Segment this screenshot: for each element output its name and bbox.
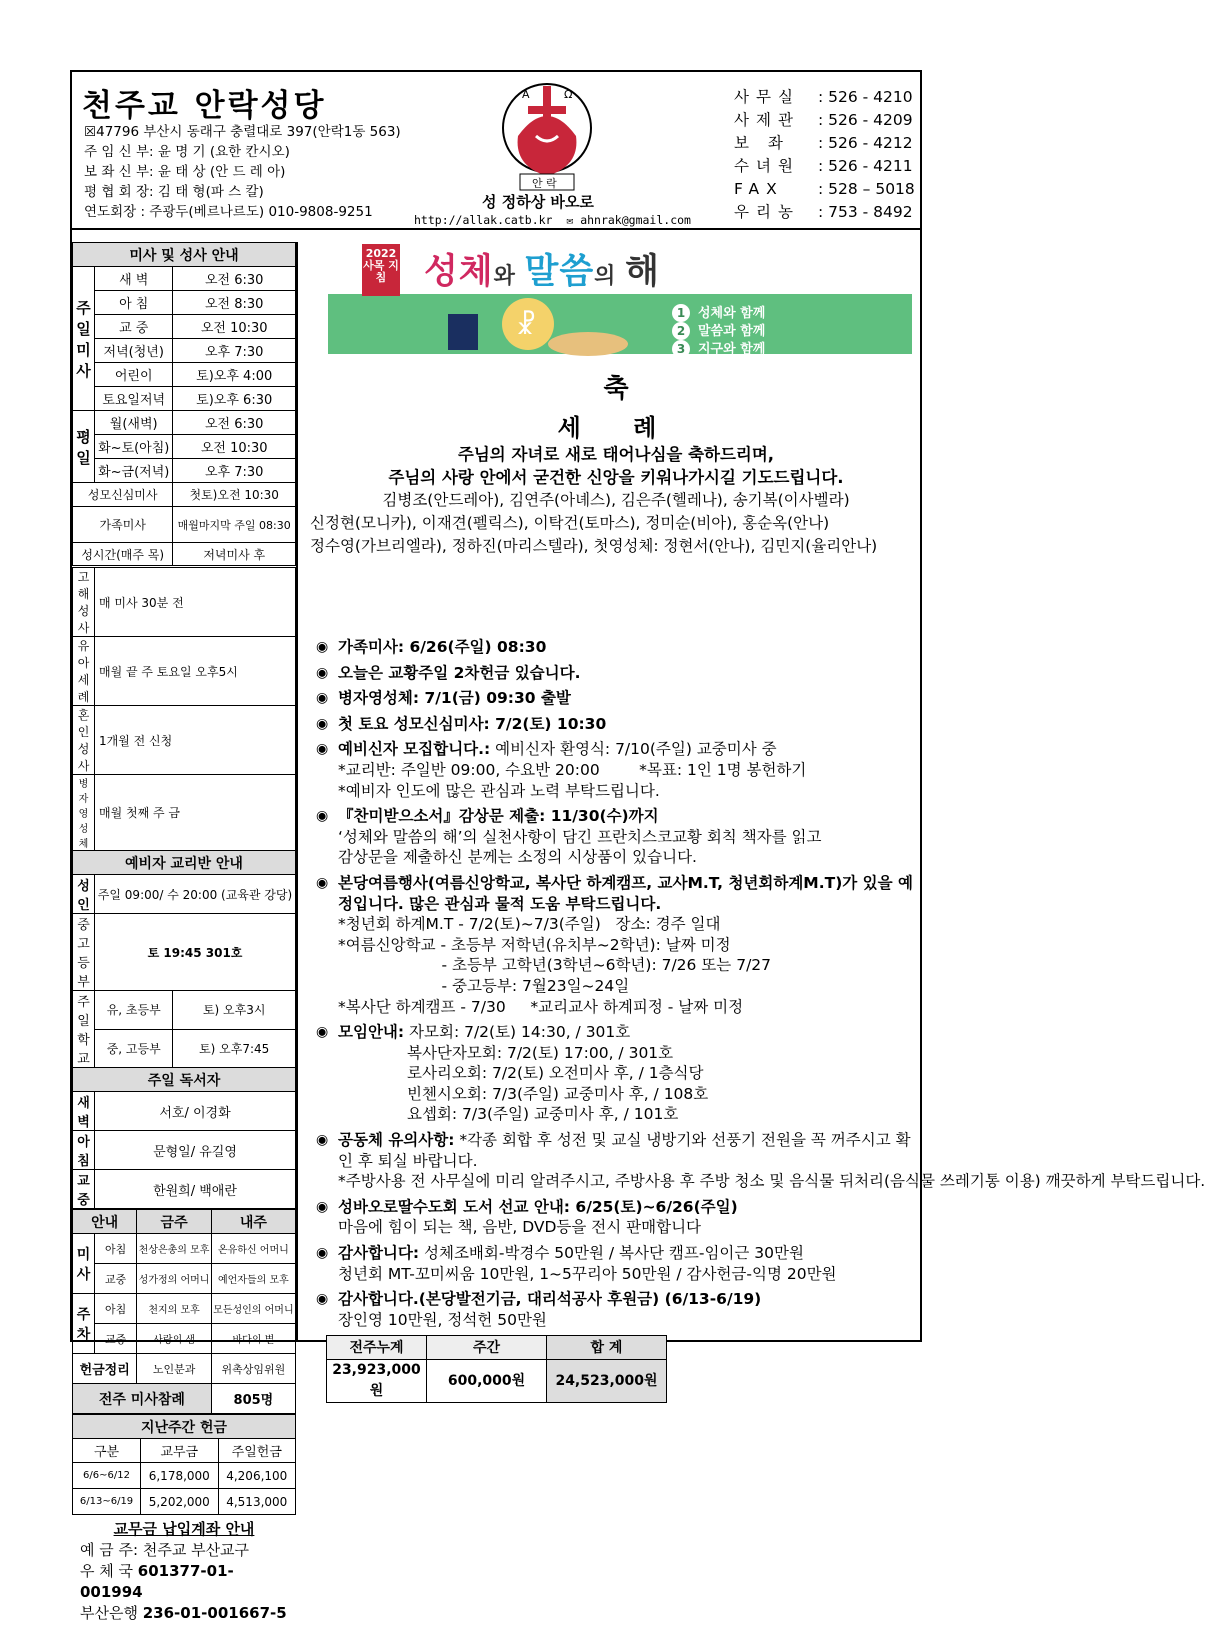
phone-value: : 526 - 4211 bbox=[818, 157, 913, 175]
notice-line: *예비자 인도에 많은 관심과 노력 부탁드립니다. bbox=[338, 781, 660, 800]
notice-line: ‘성체와 말씀의 해’의 실천사항이 담긴 프란치스코교황 회칙 책자를 읽고 bbox=[338, 827, 822, 846]
sacrament-info: 1개월 전 신청 bbox=[95, 706, 296, 775]
bullet-icon: ◉ bbox=[316, 664, 329, 681]
notice-item: ◉ 성바오로딸수도회 도서 선교 안내: 6/25(토)~6/26(주일) 마음에 힘이 되는 책, 음반, DVD등을 전시 판매합니다 bbox=[316, 1197, 922, 1238]
notice-item: ◉ 감사합니다: 성체조배회-박경수 50만원 / 복사단 캠프-임이근 30만원 청년회 MT-꼬미씨움 10만원, 1~5꾸리아 50만원 / 감사헌금-익명 20만원 bbox=[316, 1243, 922, 1284]
mass-name: 월(새벽) bbox=[95, 411, 173, 435]
guide-head: 금주 bbox=[137, 1210, 211, 1234]
phone-value: : 753 - 8492 bbox=[818, 203, 913, 221]
parish-title: 천주교 안락성당 bbox=[82, 88, 327, 124]
address-line: 평 협 회 장: 김 태 형(파 스 칼) bbox=[84, 184, 264, 200]
mass-name: 교 중 bbox=[95, 315, 173, 339]
catechism-title: 예비자 교리반 안내 bbox=[73, 851, 296, 875]
weekly-head: 교무금 bbox=[141, 1439, 218, 1463]
phone-label: 사제관 bbox=[734, 111, 800, 129]
guide-head: 안내 bbox=[73, 1210, 137, 1234]
weekly-head: 주일헌금 bbox=[218, 1439, 295, 1463]
mass-time: 토)오후 6:30 bbox=[173, 387, 296, 411]
phone-list bbox=[734, 86, 915, 224]
mass-time: 토)오후 4:00 bbox=[173, 363, 296, 387]
notice-item: ◉ 감사합니다.(본당발전기금, 대리석공사 후원금) (6/13-6/19) 장인영 10만원, 정석헌 50만원 bbox=[316, 1289, 922, 1330]
notice-item: ◉ 예비신자 모집합니다.: 예비신자 환영식: 7/10(주일) 교중미사 중 *교리반: 주일반 09:00, 수요반 20:00 *목표: 1인 1명 봉헌하기 *예비자 인도에 많은 관심과 노력 부탁드립니다. bbox=[316, 739, 922, 801]
notice-line: *청년회 하계M.T - 7/2(토)~7/3(주일) 장소: 경주 일대 bbox=[338, 915, 721, 934]
account-block bbox=[72, 1515, 296, 1628]
guide-slot: 교중 bbox=[95, 1264, 137, 1294]
banner-badge: 2022 사목 지침 bbox=[362, 244, 400, 296]
contact-links bbox=[414, 213, 691, 227]
phone-label: 사무실 bbox=[734, 88, 800, 106]
address-line: 연도회장 : 주광두(베르나르도) 010-9808-9251 bbox=[84, 204, 373, 220]
mass-time: 오전 10:30 bbox=[173, 315, 296, 339]
sacrament-info: 매월 첫째 주 금 bbox=[95, 775, 296, 851]
bullet-icon: ◉ bbox=[316, 874, 329, 891]
email-link[interactable]: ✉ ahnrak@gmail.com bbox=[566, 213, 691, 227]
attendance-label: 전주 미사참례 bbox=[73, 1384, 212, 1414]
offering-clean-next: 위촉상임위원 bbox=[211, 1354, 295, 1384]
notice-item: ◉ 가족미사: 6/26(주일) 08:30 bbox=[316, 638, 547, 656]
mass-name: 어린이 bbox=[95, 363, 173, 387]
mass-time: 오후 7:30 bbox=[173, 459, 296, 483]
notice-line: 마음에 힘이 되는 책, 음반, DVD등을 전시 판매합니다 bbox=[338, 1218, 702, 1237]
reader-mass: 새벽 bbox=[73, 1092, 95, 1131]
mass-name: 저녁(청년) bbox=[95, 339, 173, 363]
phone-value: : 526 - 4210 bbox=[818, 88, 913, 106]
guide-table bbox=[72, 1209, 296, 1414]
offering-clean-label: 헌금정리 bbox=[73, 1354, 137, 1384]
phone-label: 우리농 bbox=[734, 203, 800, 221]
notice-item: ◉ 오늘은 교황주일 2차헌금 있습니다. bbox=[316, 663, 581, 682]
notice-item: ◉ 본당여름행사(여름신앙학교, 복사단 하계캠프, 교사M.T, 청년회하계M.T)가 있을 예정입니다. 많은 관심과 물적 도움 부탁드립니다. *청년회 하계M.T - 7/2(토)~7/3(주일) 장소: 경주 일대 *여름신앙학교 - 초등부 저학년(유치부~2학년): 날짜 미정 - 초등부 고학년(3학년~6학년): 7/26 또는 7/27 - 중고등부: 7월23일~24일 *복사단 하계캠프 - 7/30 *교리교사 하계피정 - 날짜 미정 bbox=[316, 873, 922, 1017]
sacrament-name: 유아세례 bbox=[73, 637, 95, 706]
misc-time: 저녁미사 후 bbox=[173, 543, 296, 567]
totals-value: 24,523,000원 bbox=[547, 1360, 667, 1402]
banner-item: 1 성체와 함께 bbox=[672, 302, 765, 322]
catechism-mid: 중고등부 bbox=[73, 914, 95, 991]
notice-line: 감상문을 제출하신 분께는 소정의 시상품이 있습니다. bbox=[338, 848, 697, 867]
mass-name: 화~금(저녁) bbox=[95, 459, 173, 483]
mass-time: 오후 7:30 bbox=[173, 339, 296, 363]
mass-time: 오전 6:30 bbox=[173, 267, 296, 291]
weekly-title: 지난주간 헌금 bbox=[73, 1415, 296, 1439]
guide-head: 내주 bbox=[211, 1210, 295, 1234]
account-title: 교무금 납입계좌 안내 bbox=[113, 1520, 255, 1538]
svg-text:☧: ☧ bbox=[516, 311, 537, 341]
offering-clean-this: 노인분과 bbox=[137, 1354, 211, 1384]
logo-alpha: A bbox=[522, 88, 530, 101]
baptism-congrats bbox=[310, 370, 922, 558]
guide-this: 사랑의 샘 bbox=[137, 1324, 211, 1354]
school-time: 토) 오후7:45 bbox=[173, 1029, 296, 1068]
sunday-school: 주일학교 bbox=[73, 991, 95, 1068]
guide-this: 천지의 모후 bbox=[137, 1294, 211, 1324]
reader-mass: 아침 bbox=[73, 1131, 95, 1170]
guide-slot: 교중 bbox=[95, 1324, 137, 1354]
phone-label: FAX bbox=[734, 180, 784, 198]
school-group: 유, 초등부 bbox=[95, 991, 173, 1030]
notice-line: *복사단 하계캠프 - 7/30 *교리교사 하계피정 - 날짜 미정 bbox=[338, 997, 744, 1016]
logo-text: 안 락 bbox=[532, 177, 557, 190]
weekly-period: 6/6~6/12 bbox=[73, 1463, 141, 1489]
totals-table bbox=[326, 1335, 667, 1402]
schedule-table bbox=[72, 242, 296, 1209]
bullet-icon: ◉ bbox=[316, 808, 329, 825]
misc-name: 성모신심미사 bbox=[73, 483, 173, 507]
notice-line: *교리반: 주일반 09:00, 수요반 20:00 *목표: 1인 1명 봉헌하기 bbox=[338, 760, 807, 779]
congrats-line: 주님의 자녀로 새로 태어나심을 축하드리며, bbox=[457, 445, 775, 464]
phone-value: : 526 - 4209 bbox=[818, 111, 913, 129]
bullet-icon: ◉ bbox=[316, 1291, 329, 1308]
banner-item: 3 지구와 함께 bbox=[672, 338, 765, 358]
bulletin-frame bbox=[70, 70, 1205, 1622]
totals-value: 23,923,000원 bbox=[327, 1360, 427, 1402]
address-line: 보 좌 신 부: 윤 태 상 (안 드 레 아) bbox=[84, 164, 286, 180]
guide-this: 천상은총의 모후 bbox=[137, 1234, 211, 1264]
banner-item: 2 말씀과 함께 bbox=[672, 320, 765, 340]
guide-next: 바다의 별 bbox=[211, 1324, 295, 1354]
baptism-title: 세 례 bbox=[557, 414, 679, 442]
reader-names: 문형일/ 유길영 bbox=[95, 1131, 296, 1170]
weekly-head: 구분 bbox=[73, 1439, 141, 1463]
parish-logo-icon bbox=[500, 76, 594, 194]
patron-saint: 성 정하상 바오로 bbox=[482, 193, 594, 211]
account-row: 부산은행 236-01-001667-5 bbox=[80, 1604, 287, 1622]
bullet-icon: ◉ bbox=[316, 715, 329, 732]
guide-next: 예언자들의 모후 bbox=[211, 1264, 295, 1294]
phone-value: : 526 - 4212 bbox=[818, 134, 913, 152]
readers-title: 주일 독서자 bbox=[73, 1068, 296, 1092]
guide-cha: 주차 bbox=[73, 1294, 95, 1354]
totals-head: 주간 bbox=[427, 1336, 547, 1360]
school-group: 중, 고등부 bbox=[95, 1029, 173, 1068]
weekly-period: 6/13~6/19 bbox=[73, 1489, 141, 1515]
notice-line: 빈첸시오회: 7/3(주일) 교중미사 후, / 108호 bbox=[338, 1084, 709, 1103]
notice-line: *여름신앙학교 - 초등부 저학년(유치부~2학년): 날짜 미정 bbox=[338, 935, 731, 954]
notice-line: 복사단자모회: 7/2(토) 17:00, / 301호 bbox=[338, 1043, 674, 1062]
mass-name: 아 침 bbox=[95, 291, 173, 315]
weekly-sunday: 4,513,000 bbox=[218, 1489, 295, 1515]
reader-names: 한원희/ 백애란 bbox=[95, 1170, 296, 1209]
phone-label: 수녀원 bbox=[734, 157, 800, 175]
weekly-dues: 5,202,000 bbox=[141, 1489, 218, 1515]
guide-this: 성가정의 어머니 bbox=[137, 1264, 211, 1294]
misc-name: 성시간(매주 목) bbox=[73, 543, 173, 567]
notice-item: ◉ 병자영성체: 7/1(금) 09:30 출발 bbox=[316, 689, 571, 708]
notice-line: - 초등부 고학년(3학년~6학년): 7/26 또는 7/27 bbox=[338, 956, 772, 975]
notice-list bbox=[316, 637, 1205, 1403]
address-line: ☒47796 부산시 동래구 충렬대로 397(안락1동 563) bbox=[84, 124, 401, 140]
sacrament-name: 혼인성사 bbox=[73, 706, 95, 775]
bullet-icon: ◉ bbox=[316, 1198, 329, 1215]
banner-eucharist-icon bbox=[438, 294, 638, 354]
school-time: 토) 오후3시 bbox=[173, 991, 296, 1030]
notice-line: *주방사용 전 사무실에 미리 알려주시고, 주방사용 후 주방 청소 및 음식물 뒤처리(음식물 쓰레기통 이용) 깨끗하게 부탁드립니다. bbox=[338, 1172, 1205, 1191]
guide-next: 모든성인의 어머니 bbox=[211, 1294, 295, 1324]
bullet-icon: ◉ bbox=[316, 690, 329, 707]
sacrament-name: 고해성사 bbox=[73, 567, 95, 637]
notice-line: 요셉회: 7/3(주일) 교중미사 후, / 101호 bbox=[338, 1105, 679, 1124]
mass-time: 오전 6:30 bbox=[173, 411, 296, 435]
catechism-adult: 성 인 bbox=[73, 875, 95, 914]
guide-mass: 미사 bbox=[73, 1234, 95, 1294]
notice-line: 청년회 MT-꼬미씨움 10만원, 1~5꾸리아 50만원 / 감사헌금-익명 20만원 bbox=[338, 1264, 837, 1283]
notice-line: 장인영 10만원, 정석헌 50만원 bbox=[338, 1310, 547, 1329]
bullet-icon: ◉ bbox=[316, 1245, 329, 1262]
header bbox=[72, 72, 920, 230]
weekday-label: 평일 bbox=[73, 411, 95, 483]
sacrament-info: 매월 끝 주 토요일 오후5시 bbox=[95, 637, 296, 706]
phone-value: : 528 – 5018 bbox=[818, 180, 915, 198]
bullet-icon: ◉ bbox=[316, 1024, 329, 1041]
notice-line: 로사리오회: 7/2(토) 오전미사 후, / 1층식당 bbox=[338, 1064, 704, 1083]
reader-mass: 교중 bbox=[73, 1170, 95, 1209]
misc-time: 첫토)오전 10:30 bbox=[173, 483, 296, 507]
notice-item: ◉ 공동체 유의사항: *각종 회합 후 성전 및 교실 냉방기와 선풍기 전원을 꼭 꺼주시고 확인 후 퇴실 바랍니다. *주방사용 전 사무실에 미리 알려주시고, 주방사용 후 주방 청소 및 음식물 뒤처리(음식물 쓰레기통 이용) 깨끗하게 부탁드립니다. bbox=[316, 1131, 1205, 1191]
totals-value: 600,000원 bbox=[427, 1360, 547, 1402]
baptism-names: 김병조(안드레아), 김연주(아녜스), 김은주(헬레나), 송기복(이사벨라) 신정현(모니카), 이재견(펠릭스), 이탁건(토마스), 정미순(비아), 홍순옥(안나) 정수영(가브리엘라), 정하진(마리스텔라), 첫영성체: 정현서(안나), 김민지(율리안나) bbox=[310, 491, 878, 555]
guide-next: 온유하신 어머니 bbox=[211, 1234, 295, 1264]
notice-item: ◉ 첫 토요 성모신심미사: 7/2(토) 10:30 bbox=[316, 714, 607, 733]
mass-time: 오전 10:30 bbox=[173, 435, 296, 459]
misc-time: 매월마지막 주일 08:30 bbox=[173, 507, 296, 543]
notice-item: ◉ 『찬미받으소서』감상문 제출: 11/30(수)까지 ‘성체와 말씀의 해’의 실천사항이 담긴 프란치스코교황 회칙 책자를 읽고 감상문을 제출하신 분께는 소정의 시상품이 있습니다. bbox=[316, 806, 922, 868]
weekly-sunday: 4,206,100 bbox=[218, 1463, 295, 1489]
totals-head: 전주누계 bbox=[327, 1336, 427, 1360]
address-line: 주 임 신 부: 윤 명 기 (요한 칸시오) bbox=[84, 144, 290, 160]
notice-item: ◉ 모임안내: 자모회: 7/2(토) 14:30, / 301호 복사단자모회: 7/2(토) 17:00, / 301호 로사리오회: 7/2(토) 오전미사 후, / 1층식당 빈첸시오회: 7/3(주일) 교중미사 후, / 108호 요셉회: 7/3(주일) 교중미사 후, / 101호 bbox=[316, 1022, 922, 1125]
guide-slot: 아침 bbox=[95, 1294, 137, 1324]
totals-head: 합 계 bbox=[547, 1336, 667, 1360]
address-block bbox=[84, 122, 401, 222]
congrats-char: 축 bbox=[603, 374, 629, 404]
misc-name: 가족미사 bbox=[73, 507, 173, 543]
account-row: 우 체 국 601377-01-001994 bbox=[80, 1562, 234, 1601]
attendance-value: 805명 bbox=[211, 1384, 295, 1414]
mass-name: 화~토(아침) bbox=[95, 435, 173, 459]
sidebar bbox=[72, 242, 298, 1622]
reader-names: 서호/ 이경화 bbox=[95, 1092, 296, 1131]
catechism-adult-time: 주일 09:00/ 수 20:00 (교육관 강당) bbox=[95, 875, 296, 914]
congrats-line: 주님의 사랑 안에서 굳건한 신앙을 키워나가시길 기도드립니다. bbox=[388, 468, 844, 487]
banner-title: 성체와 말씀의 해 bbox=[424, 252, 660, 292]
sacrament-info: 매 미사 30분 전 bbox=[95, 567, 296, 637]
sacrament-name: 병자영성체 bbox=[73, 775, 95, 851]
weekly-offering-table bbox=[72, 1414, 296, 1515]
weekly-dues: 6,178,000 bbox=[141, 1463, 218, 1489]
guide-slot: 아침 bbox=[95, 1234, 137, 1264]
account-row: 예 금 주: 천주교 부산교구 bbox=[80, 1541, 250, 1559]
catechism-mid-time: 토 19:45 301호 bbox=[95, 914, 296, 991]
year-banner bbox=[328, 236, 912, 357]
phone-label: 보 좌 bbox=[734, 134, 790, 152]
logo-omega: Ω bbox=[564, 88, 573, 101]
notice-line: - 중고등부: 7월23일~24일 bbox=[338, 976, 630, 995]
mass-title: 미사 및 성사 안내 bbox=[73, 243, 296, 267]
sunday-label: 주일미사 bbox=[73, 267, 95, 411]
bullet-icon: ◉ bbox=[316, 639, 329, 655]
bullet-icon: ◉ bbox=[316, 741, 329, 758]
bullet-icon: ◉ bbox=[316, 1132, 329, 1149]
mass-time: 오전 8:30 bbox=[173, 291, 296, 315]
mass-name: 토요일저녁 bbox=[95, 387, 173, 411]
mass-name: 새 벽 bbox=[95, 267, 173, 291]
website-link[interactable]: http://allak.catb.kr bbox=[414, 213, 553, 227]
